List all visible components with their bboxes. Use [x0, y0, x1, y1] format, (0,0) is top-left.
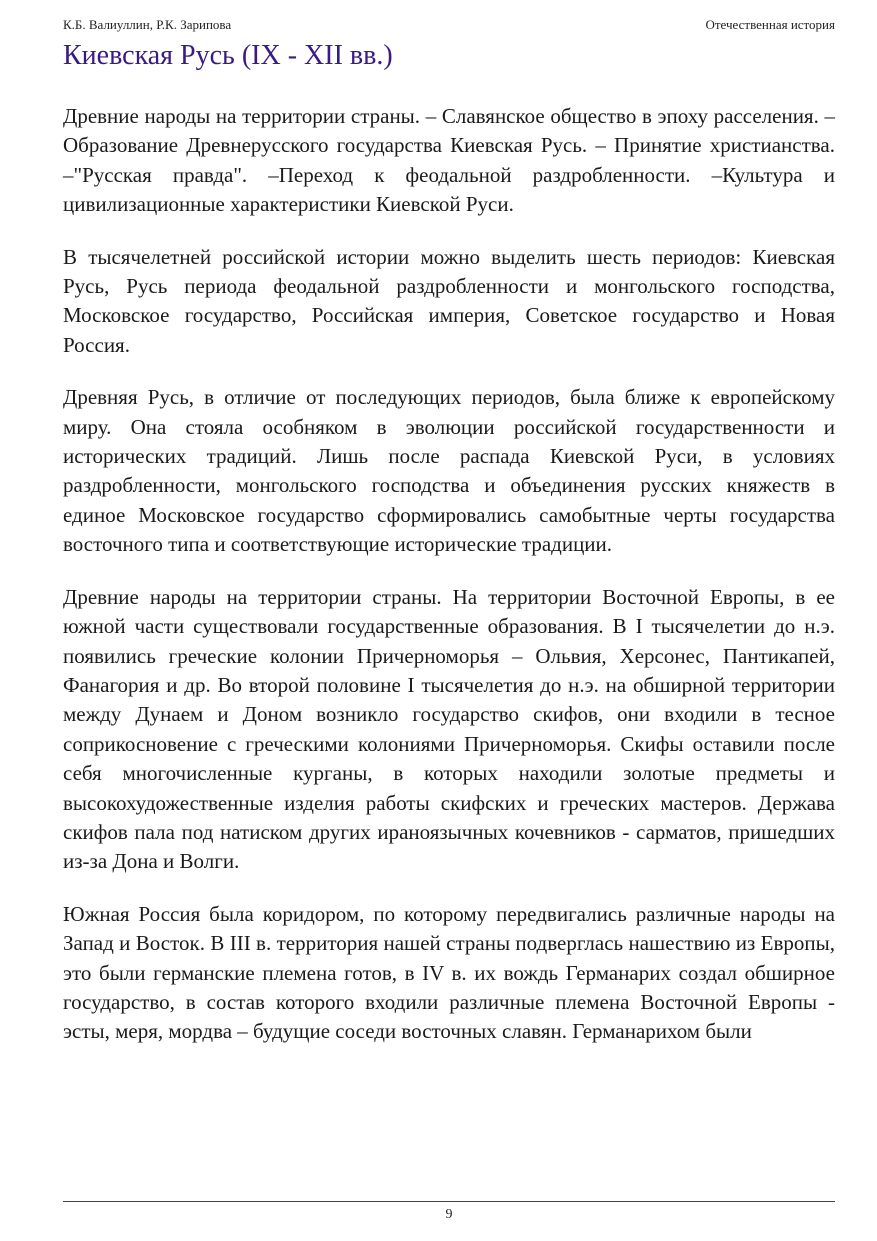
- chapter-title: Киевская Русь (IX - XII вв.): [63, 40, 393, 71]
- running-header: [63, 17, 835, 33]
- header-course-title: Отечественная история: [705, 17, 835, 32]
- paragraph-south-russia: Южная Россия была коридором, по которому передвигались различные народы на Запад и Восток. В III в. территория нашей страны подверглась нашествию из Европы, это были германские племена готов, в IV в. их вождь Германарих создал обширное государство, в состав которого входили различные племена Восточной Европы - эсты, меря, мордва – будущие соседи восточных славян. Германарихом были: [63, 901, 835, 1044]
- footer-divider: [63, 1201, 835, 1202]
- body-text: [63, 102, 835, 1070]
- page-number: 9: [445, 1207, 453, 1222]
- paragraph-periods: В тысячелетней российской истории можно выделить шесть периодов: Киевская Русь, Русь периода феодальной раздробленности и монгольского господства, Московское государство, Российская империя, Советское государство и Новая Россия.: [63, 244, 835, 357]
- document-page: [63, 0, 835, 1241]
- paragraph-ancient-rus: Древняя Русь, в отличие от последующих периодов, была ближе к европейскому миру. Она стояла особняком в эволюции российской государственности и исторических традиций. Лишь после распада Киевской Руси, в условиях раздробленности, монгольского господства и объединения русских княжеств в единое Московское государство сформировались самобытные черты государства восточного типа и соответствующие исторические традиции.: [63, 385, 835, 557]
- paragraph-ancient-peoples: Древние народы на территории страны. На территории Восточной Европы, в ее южной части существовали государственные образования. В I тысячелетии до н.э. появились греческие колонии Причерноморья – Ольвия, Херсонес, Пантикапей, Фанагория и др. Во второй половине I тысячелетия до н.э. на обширной территории между Дунаем и Доном возникло государство скифов, они входили в тесное соприкосновение с греческими колониями Причерноморья. Скифы оставили после себя многочисленные курганы, в которых находили золотые предметы и высокохудожественные изделия работы скифских и греческих мастеров. Держава скифов пала под натиском других ираноязычных кочевников - сарматов, пришедших из-за Дона и Волги.: [63, 584, 835, 874]
- paragraph-topics: Древние народы на территории страны. – Славянское общество в эпоху расселения. – Образование Древнерусского государства Киевская Русь. – Принятие христианства. –"Русская правда". –Переход к феодальной раздробленности. –Культура и цивилизационные характеристики Киевской Руси.: [63, 104, 835, 217]
- header-authors: К.Б. Валиуллин, Р.К. Зарипова: [63, 17, 232, 32]
